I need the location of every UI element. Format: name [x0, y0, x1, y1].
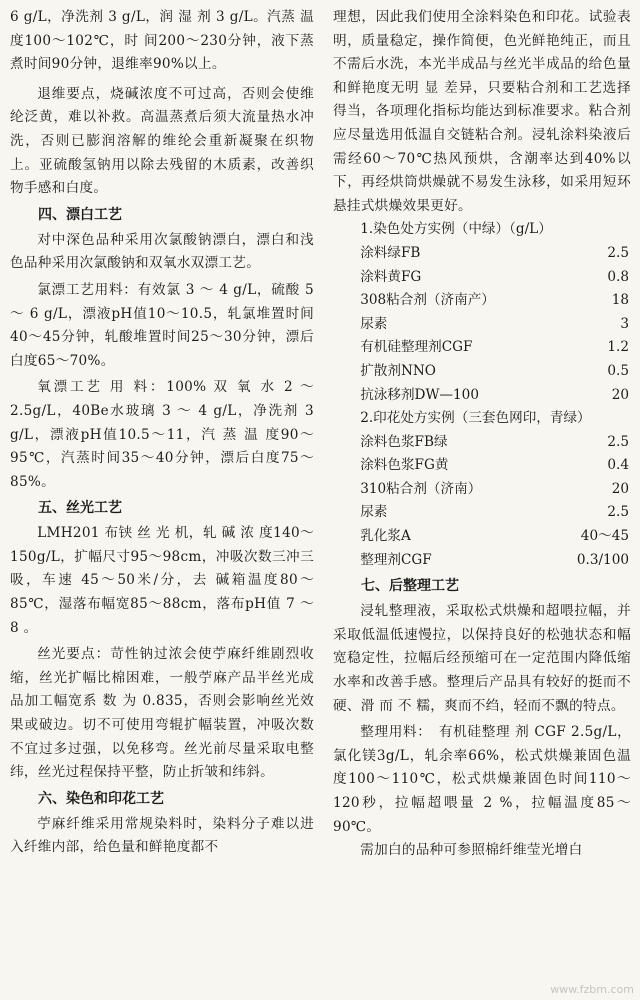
ingredient-name: 涂料黄FG: [360, 268, 422, 285]
ingredient-name: 扩散剂NNO: [360, 362, 436, 379]
paragraph: 退维要点，烧碱浓度不可过高，否则会使维纶泛黄，难以补救。高温蒸煮后须大流量热水冲洗，否则已膨润溶解的维纶会重新凝聚在织物上。亚硫酸氢钠用以除去残留的木质素，改善织物手感和白度。: [10, 85, 314, 197]
paragraph: 对中深色品种采用次氯酸钠漂白，漂白和浅色品种采用次氯酸钠和双氧水双漂工艺。: [10, 231, 314, 272]
ingredient-name: 涂料绿FB: [360, 244, 421, 261]
ingredient-name: 有机硅整理剂CGF: [360, 339, 473, 356]
paragraph: 苧麻纤维采用常规染料时，染料分子难以进入纤维内部，给色量和鲜艳度都不: [10, 815, 314, 856]
ingredient-amount: 0.8: [607, 268, 629, 285]
ingredient-name: 抗泳移剂DW—100: [360, 386, 479, 403]
ingredient-amount: 20: [611, 480, 629, 497]
ingredient-amount: 0.3/100: [576, 551, 629, 568]
dye-recipe-table: [333, 242, 631, 407]
paragraph: 氧漂工艺 用 料：100% 双 氧 水 2 ～2.5g/L，40Be水玻璃 3 ～ 4 g/L，净洗剂 3 g/L，漂液pH值10.5～11，汽 蒸 温 度90～95℃，汽蒸时间35～40分钟，漂后白度75～85%。: [10, 379, 314, 490]
section-heading-mercerizing: 五、丝光工艺: [38, 500, 122, 517]
recipe-row: [333, 478, 631, 502]
recipe-row: [333, 549, 631, 573]
right-column: [333, 6, 631, 863]
ingredient-name: 乳化浆A: [360, 528, 411, 545]
recipe-row: [333, 242, 631, 266]
ingredient-amount: 40～45: [580, 528, 629, 545]
ingredient-name: 308粘合剂（济南产）: [360, 292, 495, 309]
recipe-row: [333, 501, 631, 525]
ingredient-amount: 2.5: [607, 433, 629, 450]
paragraph: 整理用料： 有机硅整理 剂 CGF 2.5g/L，氯化镁3g/L，轧余率66%，松式烘燥兼固色温度100～110℃，松式烘燥兼固色时间110～120秒，拉幅超喂量 2 %，拉幅温度85～90℃。: [333, 724, 631, 835]
ingredient-amount: 18: [611, 292, 629, 309]
paragraph: 6 g/L，净洗剂 3 g/L，润 湿 剂 3 g/L。汽蒸 温 度100～102℃，时 间200～230分钟，液下蒸煮时间90分钟，退维率90%以上。: [10, 9, 314, 73]
section-heading-bleaching: 四、漂白工艺: [38, 206, 122, 223]
print-recipe-table: [333, 431, 631, 573]
paragraph: 需加白的品种可参照棉纤维莹光增白: [360, 842, 583, 859]
print-recipe-caption: 2.印花处方实例（三套色网印，青绿）: [360, 410, 591, 427]
recipe-row: [333, 360, 631, 384]
recipe-row: [333, 289, 631, 313]
ingredient-name: 尿素: [360, 504, 388, 521]
recipe-row: [333, 454, 631, 478]
ingredient-amount: 20: [611, 386, 629, 403]
recipe-row: [333, 266, 631, 290]
recipe-row: [333, 384, 631, 408]
ingredient-amount: 1.2: [607, 339, 629, 356]
section-heading-dyeing-printing: 六、染色和印花工艺: [38, 790, 164, 807]
paragraph: 理想，因此我们使用全涂料染色和印花。试验表明，质量稳定，操作简便，色光鲜艳纯正，而且不需后水洗，本光半成品与丝光半成品的给色量和鲜艳度无明 显 差异，只要粘合剂和工艺选择得当，各项理化指标均能达到标准要求。粘合剂应尽量选用低温自交链粘合剂。浸轧涂料染液后需经60～70℃热风预烘，含潮率达到40%以下，再经烘筒烘燥就不易发生泳移，如采用短环悬挂式烘燥效果更好。: [333, 9, 631, 214]
ingredient-amount: 0.5: [607, 362, 629, 379]
ingredient-name: 310粘合剂（济南）: [360, 480, 482, 497]
dye-recipe-caption: 1.染色处方实例（中绿）（g/L）: [360, 221, 552, 238]
recipe-row: [333, 336, 631, 360]
paragraph: 丝光要点：苛性钠过浓会使苧麻纤维剧烈收缩，丝光扩幅比棉困难，一般苧麻产品半丝光成品加工幅宽系 数 为 0.835，否则会影响丝光效果或破边。切不可使用弯辊扩幅装置，冲吸次数不宜过多过强，以免移弯。丝光前尽量采取电整纬，丝光过程保持平整，防止折皱和纬斜。: [10, 646, 314, 781]
watermark: www.fzbm.com: [550, 983, 634, 996]
ingredient-amount: 2.5: [607, 244, 629, 261]
ingredient-name: 整理剂CGF: [360, 551, 432, 568]
paragraph: 氯漂工艺用料：有效氯 3 ～ 4 g/L，硫酸 5 ～ 6 g/L，漂液pH值10～10.5，轧氯堆置时间40～45分钟，轧酸堆置时间25～30分钟，漂后白度65～70%。: [10, 281, 314, 369]
recipe-row: [333, 431, 631, 455]
ingredient-name: 涂料色浆FB绿: [360, 433, 448, 450]
recipe-row: [333, 525, 631, 549]
section-heading-finishing: 七、后整理工艺: [361, 578, 459, 595]
left-column: [10, 6, 314, 860]
recipe-row: [333, 313, 631, 337]
ingredient-name: 涂料色浆FG黄: [360, 457, 449, 474]
ingredient-amount: 2.5: [607, 504, 629, 521]
paragraph: LMH201 布铗 丝 光 机，轧 碱 浓 度140～150g/L，扩幅尺寸95～98cm，冲吸次数三冲三吸，车速 45～50米/分，去 碱箱温度80～85℃，湿落布幅宽85～88cm，落布pH值 7 ～ 8 。: [10, 525, 314, 636]
ingredient-amount: 0.4: [607, 457, 629, 474]
ingredient-amount: 3: [620, 315, 629, 332]
ingredient-name: 尿素: [360, 315, 388, 332]
paragraph: 浸轧整理液，采取松式烘燥和超喂拉幅，并采取低温低速慢拉，以保持良好的松弛状态和幅宽稳定性，拉幅后经预缩可在一定范围内降低缩水率和改善手感。整理后产品具有较好的挺而不硬、滑 而 不 糯，爽而不绉，轻而不飘的特点。: [333, 603, 631, 714]
